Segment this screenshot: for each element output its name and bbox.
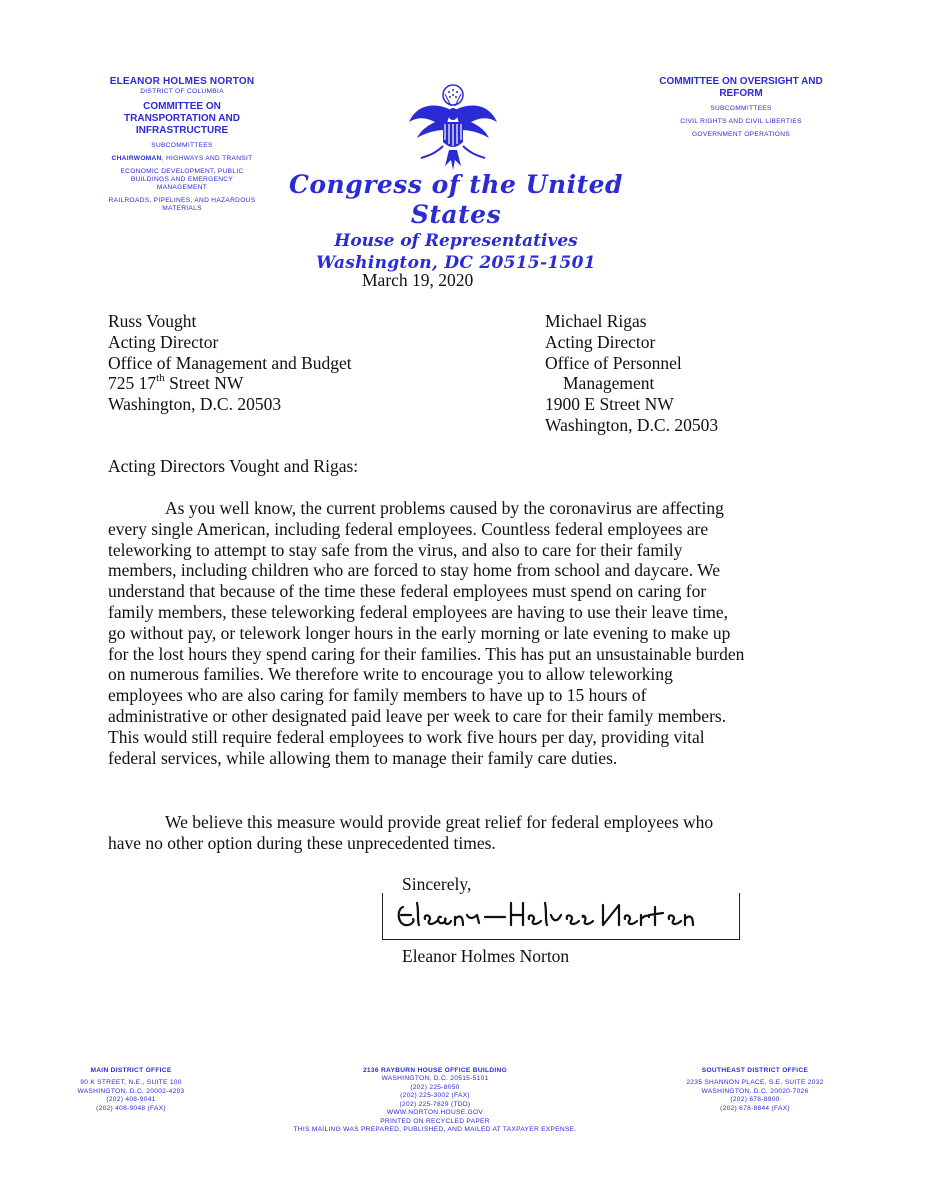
signer-name: Eleanor Holmes Norton	[402, 946, 570, 966]
footer-heading: SOUTHEAST DISTRICT OFFICE	[701, 1067, 809, 1074]
subcommittees-label: SUBCOMMITTEES	[151, 142, 213, 149]
committee-line: INFRASTRUCTURE	[135, 125, 229, 136]
recipient-street: 1900 E Street NW	[545, 394, 674, 415]
recipient-right	[545, 311, 718, 436]
city-zip: Washington, DC 20515-1501	[316, 253, 596, 273]
recipient-title: Acting Director	[108, 331, 219, 352]
street-number: 725 17	[108, 373, 157, 394]
footer-line: (202) 225-8050	[410, 1083, 460, 1091]
chair-line	[96, 155, 268, 163]
signature-box	[382, 893, 740, 940]
member-name: ELEANOR HOLMES NORTON	[109, 76, 255, 87]
committee-line: REFORM	[719, 88, 763, 99]
committee-line: COMMITTEE ON OVERSIGHT AND	[659, 76, 823, 87]
closing: Sincerely,	[402, 874, 472, 894]
footer-line: 90 K STREET, N.E., SUITE 100	[80, 1079, 182, 1086]
recipient-city: Washington, D.C. 20503	[545, 414, 719, 435]
footer-line: (202) 678-8844 (FAX)	[720, 1104, 790, 1112]
body-paragraph-2: We believe this measure would provide great relief for federal employees who have no other option during these unprecedented times.	[108, 812, 714, 853]
recipient-name: Russ Vought	[108, 311, 197, 331]
street-ordinal: th	[156, 371, 165, 384]
letterhead-right	[650, 76, 832, 139]
letter-date: March 19, 2020	[362, 270, 474, 290]
footer-line: WASHINGTON, D.C. 20020-7026	[701, 1087, 809, 1095]
footer-line: (202) 408-9041	[106, 1096, 156, 1103]
letterhead-left	[96, 76, 268, 213]
footer-main-district-office	[56, 1066, 206, 1113]
letterhead-title	[254, 170, 658, 274]
subcommittee-line: RAILROADS, PIPELINES, AND HAZARDOUS	[108, 197, 256, 204]
subcommittee-line: CIVIL RIGHTS AND CIVIL LIBERTIES	[680, 118, 802, 125]
footer-southeast-office	[670, 1066, 840, 1113]
footer-disclaimer: THIS MAILING WAS PREPARED, PUBLISHED, AND MAILED AT TAXPAYER EXPENSE.	[293, 1126, 577, 1133]
eagle-seal-icon	[405, 82, 501, 172]
street-name: Street NW	[164, 373, 244, 394]
chair-subcommittee: , HIGHWAYS AND TRANSIT	[161, 155, 253, 162]
footer-line: 2235 SHANNON PLACE, S.E. SUITE 2032	[686, 1079, 824, 1086]
recipient-office: Office of Management and Budget	[108, 352, 352, 373]
footer-line: WASHINGTON, D.C. 20515-5101	[381, 1075, 489, 1082]
footer-heading: 2136 RAYBURN HOUSE OFFICE BUILDING	[362, 1067, 508, 1074]
footer-line: WASHINGTON, D.C. 20002-4203	[77, 1087, 185, 1095]
recipient-office: Office of Personnel	[545, 352, 682, 373]
footer-line: (202) 678-8900	[730, 1096, 780, 1103]
footer-line: (202) 225-3002 (FAX)	[400, 1092, 470, 1099]
footer-website: WWW.NORTON.HOUSE.GOV	[386, 1109, 484, 1116]
subcommittee-line: BUILDINGS AND EMERGENCY	[130, 176, 234, 183]
chair-title: CHAIRWOMAN	[111, 155, 162, 162]
recipient-title: Acting Director	[545, 331, 656, 352]
subcommittees-label: SUBCOMMITTEES	[710, 105, 772, 112]
committee-line: TRANSPORTATION AND	[124, 113, 240, 124]
member-district: DISTRICT OF COLUMBIA	[140, 88, 224, 95]
salutation: Acting Directors Vought and Rigas:	[108, 456, 359, 476]
recipient-name: Michael Rigas	[545, 311, 647, 331]
committee-line: COMMITTEE ON	[143, 101, 221, 112]
footer-line: (202) 225-7829 (TDD)	[399, 1100, 471, 1108]
footer-rayburn-office	[280, 1066, 590, 1135]
recipient-left	[108, 311, 352, 415]
congress-title: Congress of the United States	[288, 170, 624, 229]
recipient-street	[108, 373, 352, 394]
recipient-city: Washington, D.C. 20503	[108, 394, 282, 415]
footer-line: (202) 408-9048 (FAX)	[96, 1104, 166, 1112]
body-paragraph-1: As you well know, the current problems caused by the coronavirus are affecting every single American, including federal employees. Countless federal employees are teleworking to attempt to stay safe from the virus, and also to care for their family members, including children who are forced to stay home from school and daycare. We understand that because of the time these federal employees must spend on caring for family members, these teleworking federal employees are having to use their leave time, go without pay, or telework longer hours in the early morning or late evening to make up for the lost hours they spend caring for their families. This has put an unsustainable burden on numerous families. We therefore write to encourage you to allow teleworking employees who are also caring for family members to have up to 15 hours of administrative or other designated paid leave per week to care for their family members. This would still require federal employees to work five hours per day, providing vital federal services, while allowing them to manage their family care duties.	[108, 498, 745, 768]
subcommittee-line: MATERIALS	[162, 205, 202, 212]
footer-line: PRINTED ON RECYCLED PAPER	[380, 1117, 490, 1125]
signature-image	[383, 893, 739, 939]
subcommittee-line: ECONOMIC DEVELOPMENT, PUBLIC	[120, 168, 244, 175]
house-title: House of Representatives	[334, 231, 578, 251]
subcommittee-line: MANAGEMENT	[156, 184, 208, 191]
subcommittee-line: GOVERNMENT OPERATIONS	[691, 131, 790, 138]
recipient-office-cont: Management	[563, 373, 655, 394]
footer-heading: MAIN DISTRICT OFFICE	[90, 1067, 172, 1074]
